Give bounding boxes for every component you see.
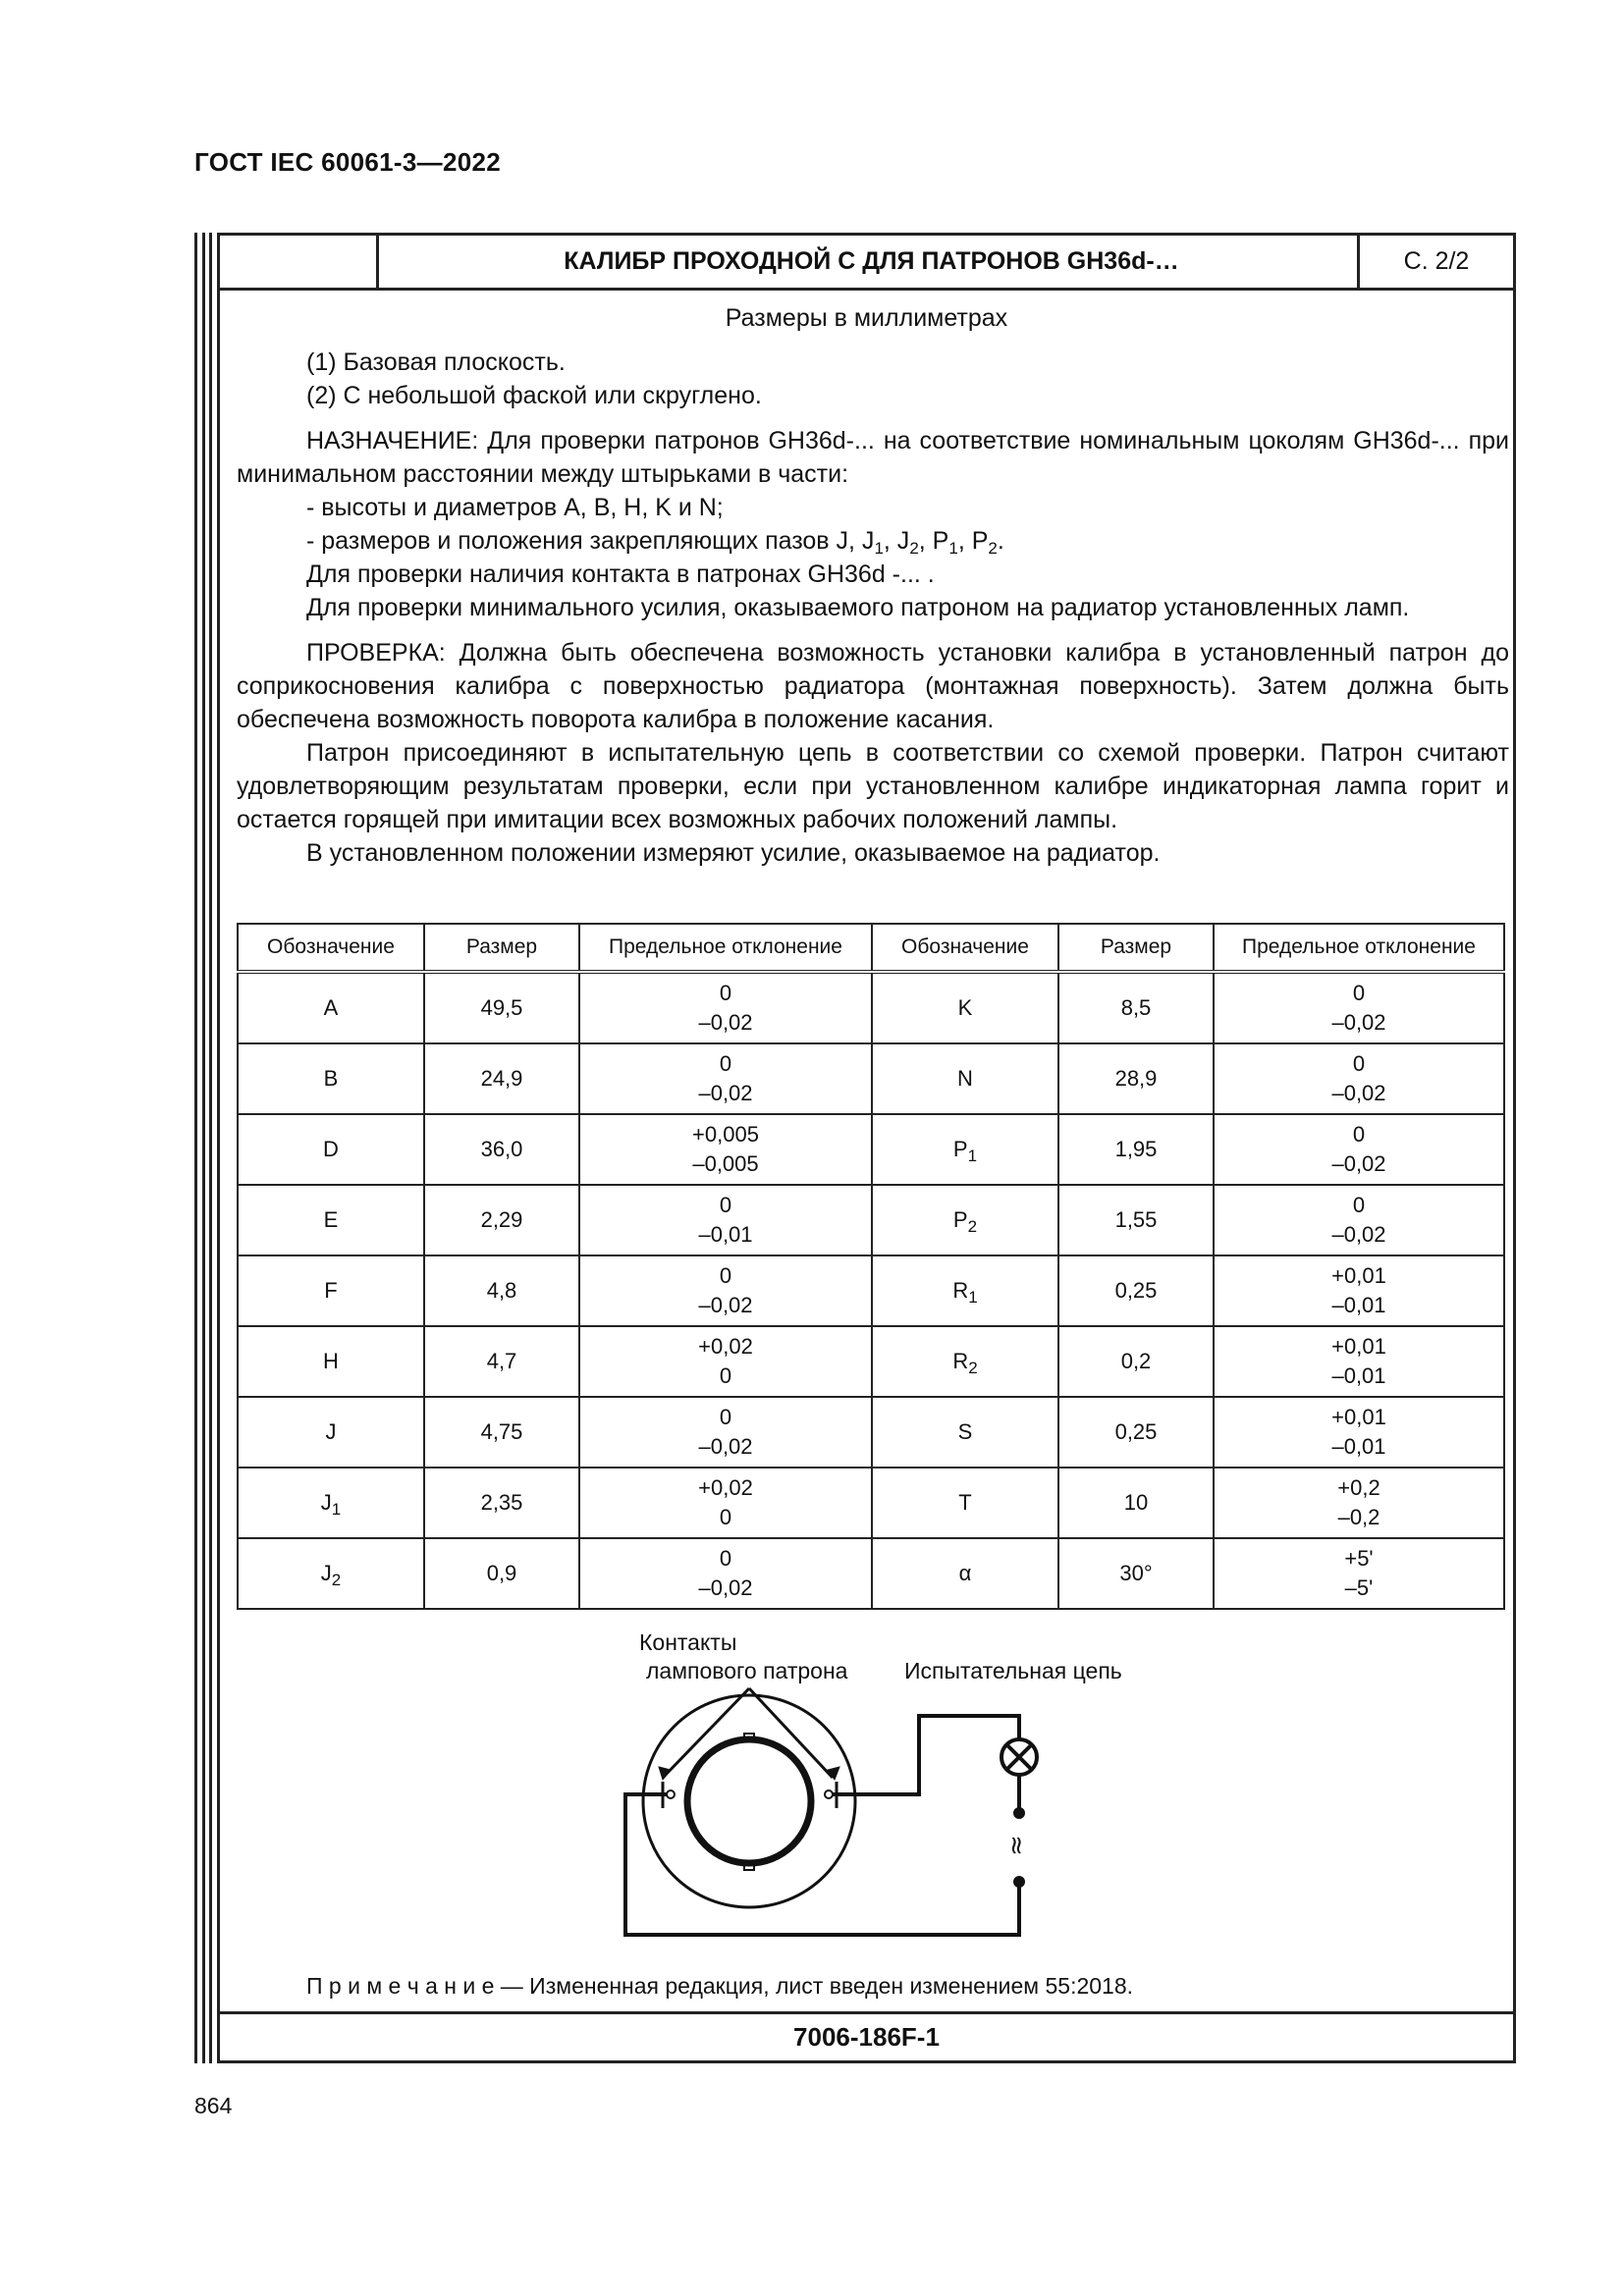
- purpose-item-1: - высоты и диаметров A, B, H, K и N;: [306, 494, 724, 521]
- label-test-circuit: Испытательная цепь: [904, 1658, 1122, 1683]
- purpose-force: Для проверки минимального усилия, оказываемого патроном на радиатор установленных ламп.: [306, 594, 1410, 621]
- tolerance-upper: +0,2: [1337, 1475, 1380, 1500]
- check-paragraph-2: Патрон присоединяют в испытательную цепь в соответствии со схемой проверки. Патрон считают удовлетворяющим результатам проверки, если при установленном калибре индикаторная лампа горит и остается горящей при имитации всех возможных рабочих положений лампы.: [237, 739, 1509, 833]
- designation-letter: T: [958, 1490, 972, 1515]
- tolerance-lower: 0: [719, 1505, 732, 1529]
- tolerance-upper: 0: [719, 1193, 732, 1217]
- tolerance-upper: +0,01: [1331, 1405, 1386, 1429]
- check-paragraph-1: ПРОВЕРКА: Должна быть обеспечена возможность установки калибра в установленный патрон до соприкосновения калибра с поверхностью радиатора (монтажная поверхность). Затем должна быть обеспечена возможность поворота калибра в положение касания.: [237, 639, 1509, 733]
- tolerance-lower: –0,2: [1337, 1505, 1380, 1529]
- lampholder-symbol: [643, 1688, 855, 1907]
- designation-letter: R: [952, 1278, 969, 1303]
- tolerance-lower: –5': [1344, 1575, 1374, 1600]
- tolerance-upper: 0: [719, 1546, 732, 1571]
- check-paragraph-3: В установленном положении измеряют усилие, оказываемое на радиатор.: [306, 839, 1161, 867]
- tolerance-upper: +0,01: [1331, 1263, 1386, 1288]
- ac-symbol: ≈: [1001, 1835, 1031, 1856]
- tolerance-upper: +5': [1344, 1546, 1374, 1571]
- page-number: 864: [194, 2093, 233, 2118]
- size-cell: 0,2: [1058, 1326, 1214, 1397]
- source-terminal-top: [1013, 1807, 1025, 1819]
- tolerance-lower: –0,02: [1331, 1222, 1386, 1247]
- tolerance-upper: 0: [1352, 1122, 1366, 1147]
- tolerance-lower: –0,01: [1331, 1434, 1386, 1459]
- note-2: (2) С небольшой фаской или скруглено.: [306, 382, 762, 409]
- tolerance-upper: +0,02: [698, 1475, 753, 1500]
- designation-letter: J: [325, 1419, 337, 1444]
- header-size-2: Размер: [1058, 924, 1214, 972]
- designation-letter: R: [952, 1349, 969, 1373]
- size-cell: 28,9: [1058, 1043, 1214, 1114]
- sheet-frame: [217, 233, 1516, 2063]
- designation-letter: P: [952, 1137, 968, 1161]
- tolerance-lower: –0,02: [698, 1081, 753, 1105]
- designation-letter: B: [323, 1066, 339, 1091]
- tolerance-upper: 0: [1352, 1051, 1366, 1076]
- tolerance-lower: –0,02: [698, 1010, 753, 1035]
- circuit-wires: [625, 1716, 1019, 1935]
- size-cell: 0,25: [1058, 1255, 1214, 1326]
- source-terminal-bottom: [1013, 1876, 1025, 1888]
- designation-letter: P: [952, 1207, 968, 1232]
- size-cell: 4,8: [424, 1255, 579, 1326]
- designation-letter: J: [320, 1561, 332, 1585]
- designation-subscript: 2: [967, 1217, 978, 1236]
- right-pointer-line: [749, 1688, 833, 1778]
- tolerance-lower: –0,01: [698, 1222, 753, 1247]
- note-1: (1) Базовая плоскость.: [306, 348, 566, 376]
- header-designation-1: Обозначение: [238, 924, 424, 972]
- header-tolerance-1: Предельное отклонение: [579, 924, 872, 972]
- designation-letter: D: [323, 1137, 339, 1161]
- size-cell: 36,0: [424, 1114, 579, 1185]
- tolerance-lower: –0,02: [1331, 1081, 1386, 1105]
- designation-letter: F: [324, 1278, 338, 1303]
- tolerance-upper: 0: [1352, 1193, 1366, 1217]
- tolerance-lower: 0: [719, 1363, 732, 1388]
- designation-letter: E: [323, 1207, 339, 1232]
- tolerance-lower: –0,005: [692, 1151, 759, 1176]
- tolerance-lower: –0,02: [1331, 1151, 1386, 1176]
- tolerance-upper: +0,01: [1331, 1334, 1386, 1359]
- left-rail-2: [202, 233, 205, 2063]
- purpose-paragraph: НАЗНАЧЕНИЕ: Для проверки патронов GH36d-... на соответствие номинальным цоколям GH36d-... при минимальном расстоянии между штырьками в части:: [237, 427, 1509, 488]
- bottom-wire: [625, 1794, 1019, 1935]
- size-cell: 1,55: [1058, 1185, 1214, 1255]
- lamp-icon: [1001, 1739, 1037, 1775]
- left-rail-1: [194, 233, 197, 2063]
- document-header: ГОСТ IEC 60061-3—2022: [194, 147, 501, 177]
- purpose-item-2: - размеров и положения закрепляющих пазов J, $J_1$, $J_2$, $P_1$, $P_2$.: [306, 527, 1004, 558]
- left-pointer-line: [663, 1688, 749, 1778]
- tolerance-lower: –0,02: [698, 1575, 753, 1600]
- outer-circle: [643, 1695, 855, 1907]
- label-contacts-line2: лампового патрона: [646, 1658, 848, 1683]
- left-contact-point: [667, 1790, 675, 1798]
- tolerance-lower: –0,02: [1331, 1010, 1386, 1035]
- tolerance-upper: 0: [719, 1405, 732, 1429]
- size-cell: 0,25: [1058, 1397, 1214, 1468]
- tolerance-upper: 0: [719, 1051, 732, 1076]
- tolerance-upper: 0: [1352, 981, 1366, 1005]
- size-cell: 0,9: [424, 1538, 579, 1609]
- size-cell: 1,95: [1058, 1114, 1214, 1185]
- size-cell: 24,9: [424, 1043, 579, 1114]
- left-rail-3: [209, 233, 212, 2063]
- designation-letter: K: [957, 995, 973, 1020]
- sheet-title: КАЛИБР ПРОХОДНОЙ С ДЛЯ ПАТРОНОВ GH36d-…: [564, 247, 1179, 275]
- size-cell: 4,7: [424, 1326, 579, 1397]
- size-cell: 10: [1058, 1468, 1214, 1538]
- size-cell: 2,35: [424, 1468, 579, 1538]
- designation-letter: α: [958, 1561, 972, 1585]
- designation-letter: S: [957, 1419, 973, 1444]
- designation-letter: H: [323, 1349, 339, 1373]
- tolerance-lower: –0,01: [1331, 1293, 1386, 1317]
- purpose-contact: Для проверки наличия контакта в патронах GH36d -... .: [306, 561, 935, 588]
- tolerance-lower: –0,02: [698, 1434, 753, 1459]
- tolerance-upper: 0: [719, 1263, 732, 1288]
- sheet-code: 7006-186F-1: [220, 2011, 1513, 2060]
- inner-circle: [687, 1739, 811, 1863]
- purpose-item-2-prefix: - размеров и положения закрепляющих пазов J, J: [306, 527, 875, 555]
- tolerance-upper: 0: [719, 981, 732, 1005]
- size-cell: 4,75: [424, 1397, 579, 1468]
- top-wire: [833, 1716, 1019, 1794]
- units-caption: Размеры в миллиметрах: [725, 304, 1008, 332]
- designation-subscript: 2: [968, 1359, 978, 1377]
- size-cell: 49,5: [424, 972, 579, 1043]
- test-circuit-diagram: [220, 236, 1513, 2060]
- size-cell: 2,29: [424, 1185, 579, 1255]
- ac-source-icon: [1001, 1807, 1031, 1888]
- header-size-1: Размер: [424, 924, 579, 972]
- right-contact-point: [825, 1790, 833, 1798]
- designation-subscript: 1: [331, 1500, 342, 1519]
- designation-letter: N: [957, 1066, 973, 1091]
- tolerance-upper: +0,005: [692, 1122, 759, 1147]
- label-contacts-line1: Контакты: [639, 1629, 737, 1655]
- header-tolerance-2: Предельное отклонение: [1214, 924, 1504, 972]
- designation-letter: A: [323, 995, 339, 1020]
- sheet-page: С. 2/2: [1357, 236, 1513, 288]
- tolerance-lower: –0,01: [1331, 1363, 1386, 1388]
- size-cell: 8,5: [1058, 972, 1214, 1043]
- designation-letter: J: [320, 1490, 332, 1515]
- tolerance-lower: –0,02: [698, 1293, 753, 1317]
- header-designation-2: Обозначение: [872, 924, 1058, 972]
- designation-subscript: 2: [331, 1571, 342, 1589]
- footnote: П р и м е ч а н и е — Измененная редакция, лист введен изменением 55:2018.: [306, 1973, 1134, 1999]
- designation-subscript: 1: [968, 1288, 978, 1307]
- designation-subscript: 1: [967, 1147, 978, 1165]
- tolerance-upper: +0,02: [698, 1334, 753, 1359]
- size-cell: 30°: [1058, 1538, 1214, 1609]
